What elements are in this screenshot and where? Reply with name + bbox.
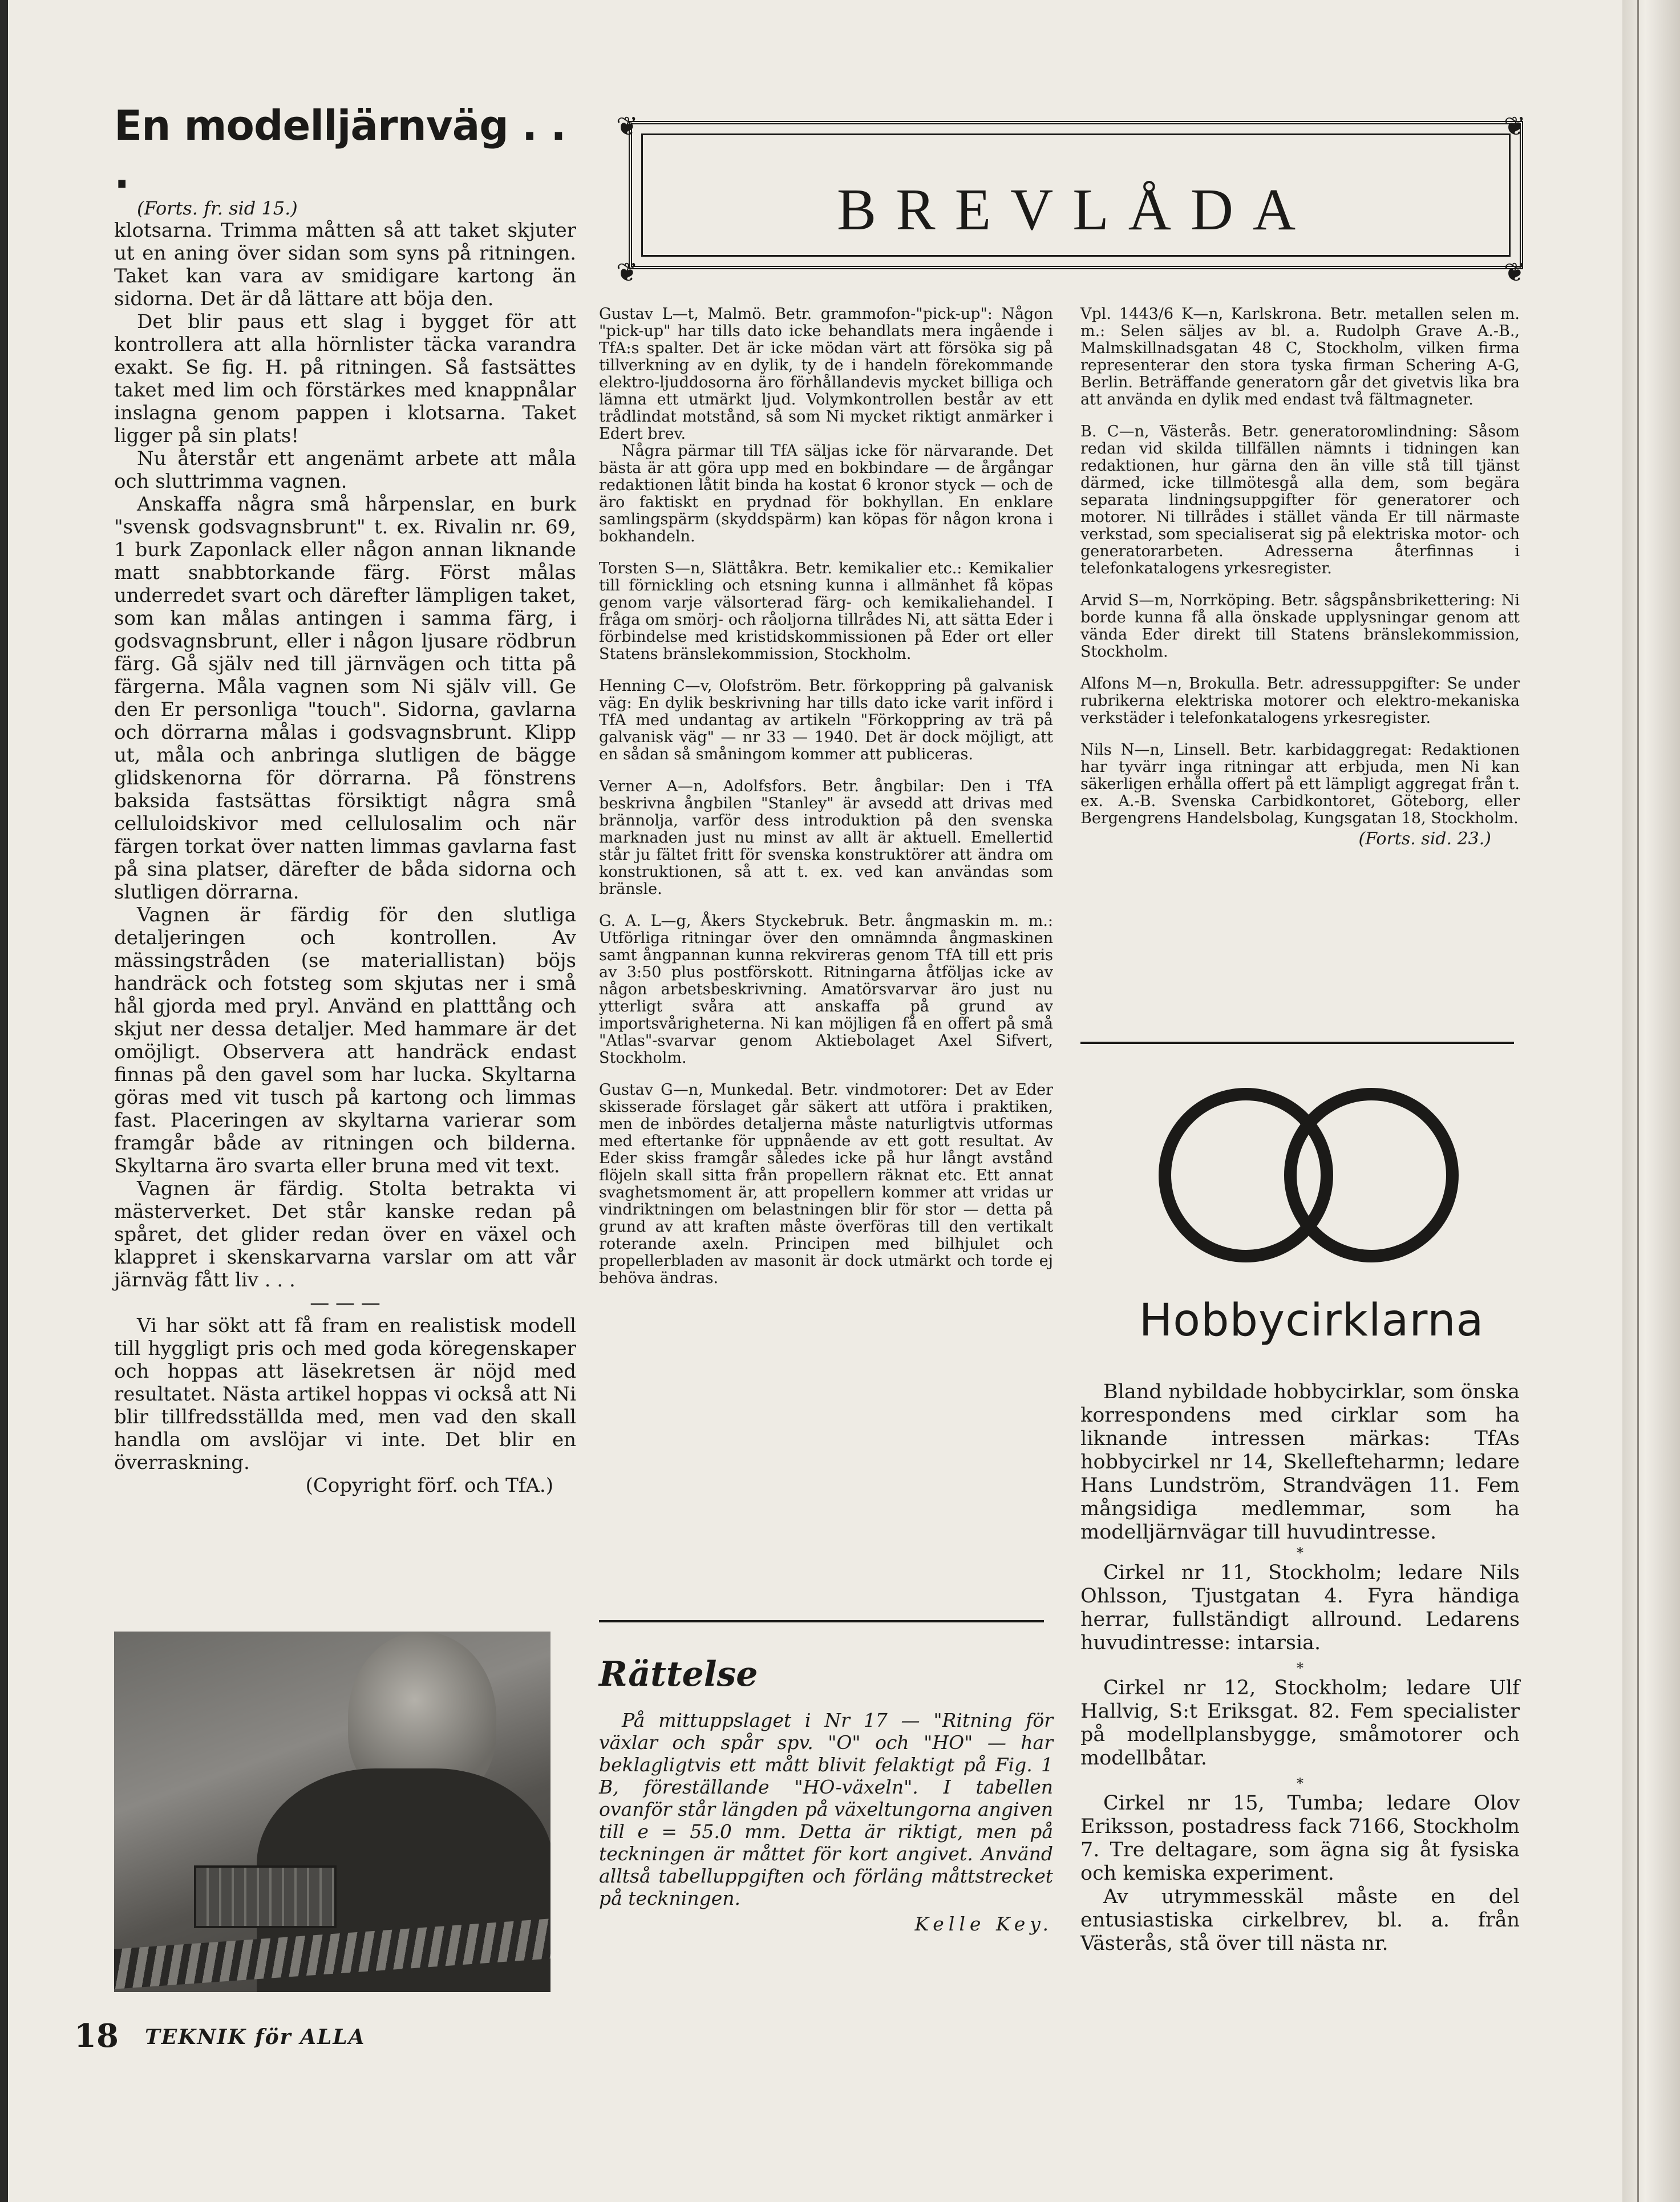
letter-reply: G. A. L—g, Åkers Styckebruk. Betr. ångmaskin m. m.: Utförliga ritningar över den omnämnda ångmaskinen samt ångpannan kunna rekvireras genom TfA till ett pris av 3:50 plus postförskott. Ritningarna åtföljas icke av någon arbetsbeskrivning. Amatörsvarvar äro just nu ytterligt svåra att anskaffa på grund av importsvårigheterna. Ni kan möjligen få en offert på små "Atlas"-svarvar genom Aktiebolaget Axel Sifvert, Stockholm.: [599, 912, 1053, 1067]
hobby-entry: Cirkel nr 11, Stockholm; ledare Nils Ohlsson, Tjustgatan 4. Fyra händiga herrar, fullständigt allround. Ledarens huvudintresse: intarsia.: [1080, 1561, 1520, 1654]
article-paragraph: Vagnen är färdig. Stolta betrakta vi mästerverket. Det står kanske redan på spåret, det glider redan över en växel och klappret i skenskarvarna varslar om att vår järnväg fått liv . . .: [114, 1177, 576, 1292]
letter-reply: Arvid S—m, Norrköping. Betr. sågspånsbrikettering: Ni borde kunna få alla önskade upplysningar genom att vända Eder direkt till Statens bränslekommission, Stockholm.: [1080, 592, 1520, 661]
rattelse-title: Rättelse: [599, 1654, 758, 1694]
article-paragraph: Vi har sökt att få fram en realistisk modell till hyggligt pris och med goda köregenskaper och hoppas att läsekretsen är nöjd med resultatet. Nästa artikel hoppas vi också att Ni blir tillfredsställda med, men vad den skall handla om avslöjar vi inte. Det blir en överraskning.: [114, 1314, 576, 1474]
article-body: [114, 219, 576, 1497]
hobby-outro: Av utrymmesskäl måste en del entusiastiska cirkelbrev, bl. a. från Västerås, stå över till nästa nr.: [1080, 1885, 1520, 1955]
article-paragraph: Det blir paus ett slag i bygget för att kontrollera att alla hörnlister täcka varandra exakt. Se fig. H. på ritningen. Så fastsättes taket med lim och förstärkes med knappnålar inslagna genom pappen i klotsarna. Taket ligger på sin plats!: [114, 310, 576, 447]
rattelse-box: [599, 1654, 1053, 1935]
separator-star-icon: *: [1297, 1775, 1303, 1791]
separator-star-icon: *: [1297, 1545, 1303, 1561]
letter-reply: Nils N—n, Linsell. Betr. karbidaggregat: Redaktionen har tyvärr inga ritningar att erbjuda, men Ni kan säkerligen erhålla offert på ett lämpligt aggregat från t. ex. A.-B. Svenska Carbidkontoret, Göteborg, eller Bergengrens Handelsbolag, Kungsgatan 18, Stockholm.: [1080, 741, 1520, 827]
page-fold: [1637, 0, 1639, 2202]
right-ring: [1290, 1094, 1452, 1256]
letter-reply: Henning C—v, Olofström. Betr. förkoppring på galvanisk väg: En dylik beskrivning har tills dato icke varit införd i TfA med undantag av artikeln "Förkoppring av trä på galvanisk väg" — nr 33 — 1940. Det är dock möjligt, att en sådan så småningom kommer att publiceras.: [599, 677, 1053, 763]
corner-ornament-icon: ❦: [1504, 111, 1526, 141]
letter-reply: Gustav L—t, Malmö. Betr. grammofon-"pick-up": Någon "pick-up" har tills dato icke behandlats mera ingående i TfA:s spalter. Det är icke mödan värt att försöka sig på tillverkning av en dylik, ty de i handeln förekommande elektro-ljuddosorna äro förhållandevis mycket billiga och lämna ett utmärkt ljud. Volymkontrollen består av ett trådlindat motstånd, så som Ni mycket riktigt anmärker i Edert brev.: [599, 305, 1053, 443]
article-paragraph: Nu återstår ett angenämt arbete att måla och sluttrimma vagnen.: [114, 447, 576, 493]
letter-reply: Gustav G—n, Munkedal. Betr. vindmotorer: Det av Eder skisserade förslaget går säkert att utföra i praktiken, men de inbördes detaljerna måste naturligtvis utformas med eftertanke för uppnående av ett gott resultat. Av Eder skiss framgår således icke på hur långt avstånd flöjeln skall sitta från propellern räknat etc. Ett annat svaghetsmoment är, att propellern kommer att vridas ur vindriktningen om belastningen blir för stor — detta på grund av att kraften måste överföras till den vertikalt roterande axeln. Principen med bilhjulet och propellerbladen av masonit är dock utmärkt och torde ej behöva ändras.: [599, 1081, 1053, 1287]
column-divider: [599, 1620, 1044, 1622]
article-paragraph: klotsarna. Trimma måtten så att taket skjuter ut en aning över sidan som syns på ritningen. Taket kan vara av smidigare kartong än sidorna. Det är då lättare att böja den.: [114, 219, 576, 310]
freight-wagon: [194, 1865, 337, 1928]
corner-ornament-icon: ❦: [616, 257, 638, 288]
rattelse-body: På mittuppslaget i Nr 17 — "Ritning för växlar och spår spv. "O" och "HO" — har beklagligtvis ett mått blivit felaktigt på Fig. 1 B, föreställande "HO-växeln". I tabellen ovanför står längden på växeltungorna angiven till e = 55.0 mm. Detta är riktigt, men på teckningen är måttet för kort angivet. Använd alltså tabelluppgiften och förläng måttstrecket på teckningen.: [599, 1709, 1053, 1909]
letter-reply: Torsten S—n, Slättåkra. Betr. kemikalier etc.: Kemikalier till förnickling och etsning kunna i allmänhet få köpas genom varje välsorterad färg- och kemikaliehandel. I fråga om smörj- och råoljorna tillrådes Ni, att sätta Eder i förbindelse med kristidskommissionen på Eder ort eller Statens bränslekommission, Stockholm.: [599, 560, 1053, 663]
section-break: — — —: [310, 1292, 380, 1314]
magazine-name: TEKNIK för ALLA: [145, 2025, 366, 2049]
magazine-page: [8, 0, 1622, 2202]
separator-star-icon: *: [1297, 1660, 1303, 1676]
hobby-intro: Bland nybildade hobbycirklar, som önska korrespondens med cirklar som ha liknande intressen märkas: TfAs hobbycirkel nr 14, Skellefteharmn; ledare Hans Lundström, Strandvägen 11. Fem mångsidiga medlemmar, som ha modelljärnvägar till huvudintresse.: [1080, 1381, 1520, 1544]
letter-reply: Vpl. 1443/6 K—n, Karlskrona. Betr. metallen selen m. m.: Selen säljes av bl. a. Rudolph Grave A.-B., Malmskillnadsgatan 48 C, Stockholm, vilken firma representerar den stora tyska firman Schering A-G, Berlin. Beträffande generatorn går det givetvis lika bra att använda en dylik med endast två fältmagneter.: [1080, 305, 1520, 408]
page-edge: [1622, 0, 1680, 2202]
article-title: En modelljärnväg . . .: [114, 102, 566, 197]
letter-reply: Alfons M—n, Brokulla. Betr. adressuppgifter: Se under rubrikerna elektriska motorer och elektro-mekaniska verkstäder i telefonkatalogens yrkesregister.: [1080, 675, 1520, 727]
hobby-rings-logo: [1149, 1084, 1468, 1266]
column-divider: [1080, 1042, 1514, 1044]
brevlada-column-1: [599, 306, 1053, 1302]
copyright-line: (Copyright förf. och TfA.): [305, 1474, 553, 1497]
brevlada-column-2: [1080, 306, 1520, 848]
letter-reply: Några pärmar till TfA säljas icke för närvarande. Det bästa är att göra upp med en bokbindare — de årgångar redaktionen låtit binda ha kostat 6 kronor styck — och de äro faktiskt en prydnad för bokhyllan. En enklare samlingspärm (skyddspärm) kan köpas för någon krona i bokhandeln.: [599, 442, 1053, 545]
brevlada-frame: [629, 121, 1523, 269]
article-paragraph: Anskaffa några små hårpenslar, en burk "svensk godsvagnsbrunt" t. ex. Rivalin nr. 69, 1 burk Zaponlack eller någon annan liknande matt snabbtorkande färg. Först målas underredet svart och därefter lämpligen taket, som kan målas antingen i samma färg, i godsvagnsbrunt, eller i någon ljusare rödbrun färg. Gå själv ned till järnvägen och titta på färgerna. Måla vagnen som Ni själv vill. Ge den Er personliga "touch". Sidorna, gavlarna och dörrarna målas i godsvagnsbrunt. Klipp ut, måla och anbringa slutligen de bägge glidskenorna för dörrarna. På fönstrens baksida fastsättas försiktigt några små celluloidskivor med cellulosalim och när färgen torkat över natten limmas gavlarna fast på sina platser, därefter de båda sidorna och slutligen dörrarna.: [114, 493, 576, 904]
model-train-photo: [114, 1632, 550, 1992]
corner-ornament-icon: ❦: [1504, 257, 1526, 288]
article-column: [114, 102, 576, 1497]
hobby-title: Hobbycirklarna: [1139, 1295, 1484, 1346]
article-paragraph: Vagnen är färdig för den slutliga detaljeringen och kontrollen. Av mässingstråden (se materiallistan) böjs handräck och fotsteg som skjutas ner i små hål gjorda med pryl. Använd en platttång och skjut ner dessa detaljer. Med hammare är det omöjligt. Observera att handräck endast finnas på den gavel som har lucka. Skyltarna göras med vit tusch på kartong och limmas fast. Placeringen av skyltarna varierar som framgår både av ritningen och bilderna. Skyltarna äro svarta eller bruna med vit text.: [114, 904, 576, 1177]
rattelse-signature: Kelle Key.: [914, 1913, 1053, 1935]
left-ring: [1165, 1094, 1327, 1256]
corner-ornament-icon: ❦: [616, 111, 638, 141]
brevlada-title: BREVLÅDA: [836, 177, 1315, 242]
hobby-text: [1080, 1381, 1520, 1956]
continued-from: (Forts. fr. sid 15.): [137, 197, 298, 219]
hobby-entry: Cirkel nr 15, Tumba; ledare Olov Eriksson, postadress fack 7166, Stockholm 7. Tre deltagare, som ägna sig åt fysiska och kemiska experiment.: [1080, 1792, 1520, 1885]
page-number: 18: [74, 2017, 119, 2055]
continued-note: (Forts. sid. 23.): [1358, 829, 1491, 849]
letter-reply: B. C—n, Västerås. Betr. generatorомlindning: Såsom redan vid skilda tillfällen nämnts i tidningen kan redaktionen, hur gärna den än ville stå till tjänst därmed, icke tillmötesgå alla dem, som begära separata lindningsuppgifter för generatorer och motorer. Ni tillrådes i stället vända Er till närmaste verkstad, som specialiserat sig på elektriska motor- och generatorarbeten. Adresserna återfinnas i telefonkatalogens yrkesregister.: [1080, 423, 1520, 577]
hobby-entry: Cirkel nr 12, Stockholm; ledare Ulf Hallvig, S:t Eriksgat. 82. Fem specialister på modellplansbygge, småmotorer och modellbåtar.: [1080, 1677, 1520, 1770]
letter-reply: Verner A—n, Adolfsfors. Betr. ångbilar: Den i TfA beskrivna ångbilen "Stanley" är avsedd att drivas med brännolja, varför dess introduktion på den svenska marknaden just nu minst av allt är aktuell. Emellertid står ju fältet fritt för svenska konstruktörer att ändra om konstruktionen, så att t. ex. ved kan användas som bränsle.: [599, 778, 1053, 898]
